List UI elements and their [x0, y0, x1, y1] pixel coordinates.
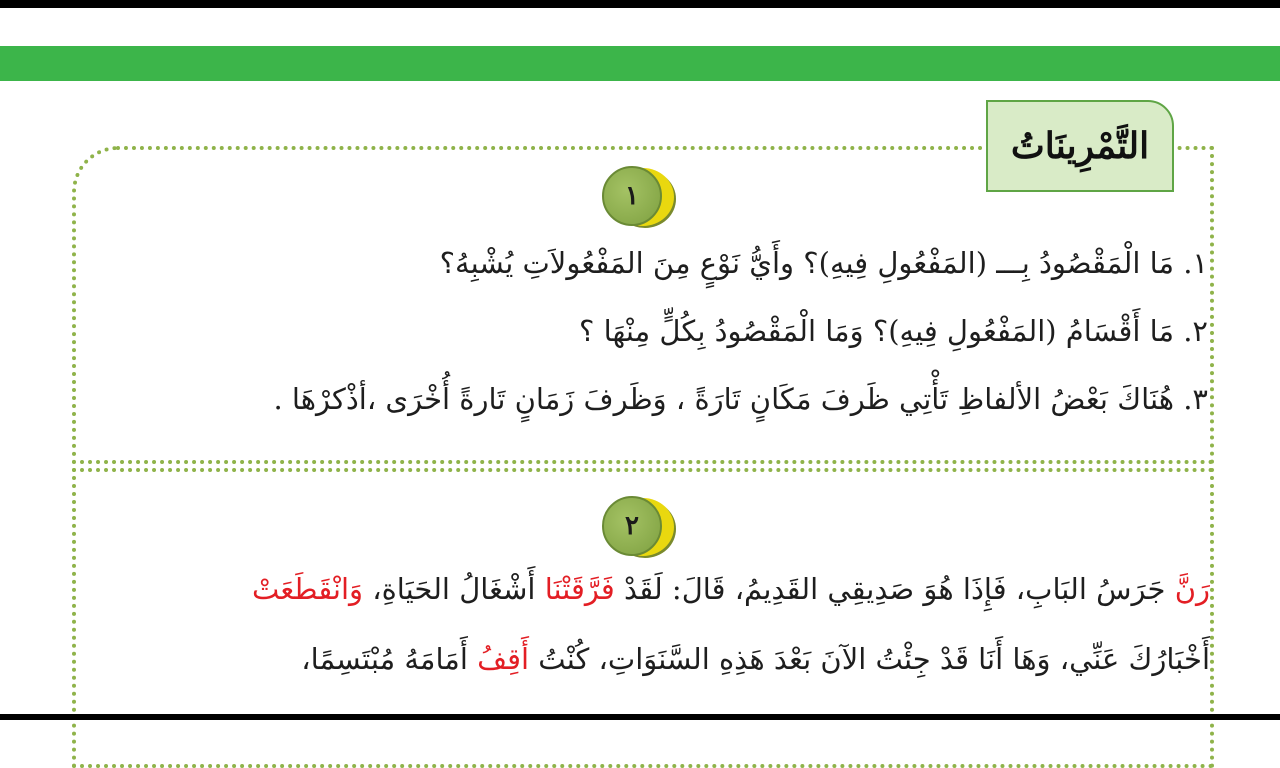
- question-2: ٢. مَا أَقْسَامُ (المَفْعُولِ فِيهِ)؟ وَمَا الْمَقْصُودُ بِكُلٍّ مِنْهَا ؟: [579, 314, 1208, 348]
- question-3: ٣. هُنَاكَ بَعْضُ الألفاظِ تَأْتِي ظَرفَ مَكَانٍ تَارَةً ، وَظَرفَ زَمَانٍ تَارةً أُخْرَى ،أذْكرْهَا .: [273, 382, 1208, 416]
- passage-text: جَرَسُ البَابِ، فَإِذَا هُوَ صَدِيقِي القَدِيمُ، قَالَ: لَقَدْ: [614, 572, 1175, 606]
- highlighted-word: وَانْقَطَعَتْ: [251, 572, 364, 606]
- section-title: التَّمْرِينَاتُ: [986, 100, 1174, 192]
- passage-line-1: [86, 572, 1210, 606]
- highlighted-word: فَرَّقَتْنَا: [544, 572, 615, 606]
- highlighted-word: رَنَّ: [1174, 572, 1210, 606]
- passage-text: أَخْبَارُكَ عَنِّي، وَهَا أَنَا قَدْ جِئْتُ الآنَ بَعْدَ هَذِهِ السَّنَوَاتِ، كُنْتُ: [529, 642, 1210, 676]
- passage-line-2: [86, 642, 1210, 676]
- passage-text: أَمَامَهُ مُبْتَسِمًا،: [301, 642, 478, 676]
- exercise-1-badge: [602, 166, 676, 228]
- header-green-band: [0, 46, 1280, 81]
- question-1: ١. مَا الْمَقْصُودُ بِـــ (المَفْعُولِ فِيهِ)؟ وأَيُّ نَوْعٍ مِنَ المَفْعُولاَتِ يُشْبِهُ؟: [439, 246, 1208, 280]
- passage-text: أَشْغَالُ الحَيَاةِ،: [363, 572, 545, 606]
- exercise-2-badge: [602, 496, 676, 558]
- bottom-black-bar: [0, 714, 1280, 720]
- highlighted-word: أَقِفُ: [477, 642, 530, 676]
- exercise-1-number: ١: [602, 166, 662, 226]
- top-black-bar: [0, 0, 1280, 8]
- exercise-2-number: ٢: [602, 496, 662, 556]
